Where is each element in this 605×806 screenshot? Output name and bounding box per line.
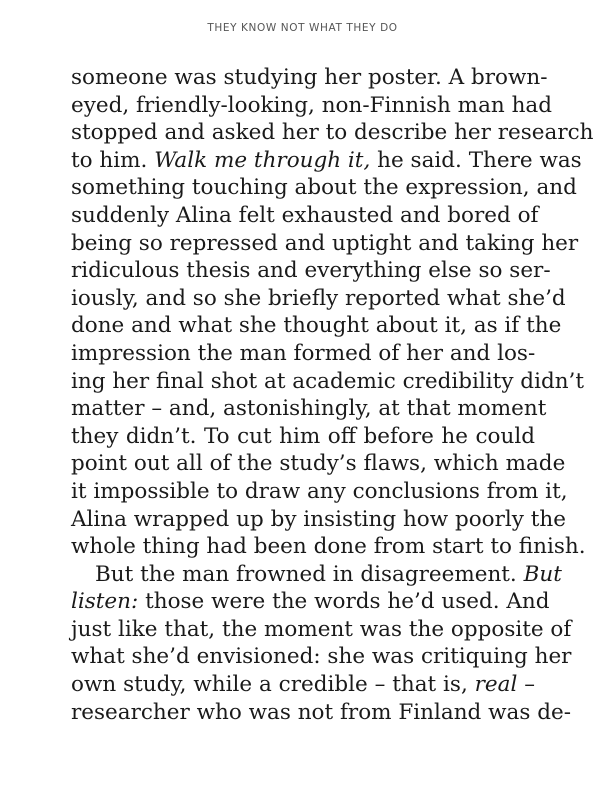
text-line: ing her final shot at academic credibility didn’t xyxy=(71,368,585,394)
text-line: whole thing had been done from start to finish. xyxy=(71,534,586,560)
text-line: stopped and asked her to describe her research xyxy=(71,120,594,146)
text-line: eyed, friendly-looking, non-Finnish man had xyxy=(71,92,552,118)
text-line: they didn’t. To cut him off before he could xyxy=(71,423,535,449)
text-line: being so repressed and uptight and taking her xyxy=(71,230,579,256)
text-line: impression the man formed of her and los- xyxy=(71,340,536,366)
text-line: own study, while a credible – that is, real – xyxy=(71,672,535,698)
paragraph xyxy=(71,561,572,727)
text-line: Alina wrapped up by insisting how poorly the xyxy=(71,506,566,532)
text-line: matter – and, astonishingly, at that moment xyxy=(71,396,547,422)
paragraph xyxy=(71,64,594,561)
italic-phrase: real xyxy=(474,672,518,698)
text-line: what she’d envisioned: she was critiquing her xyxy=(71,644,572,670)
text-line: ridiculous thesis and everything else so ser- xyxy=(71,258,551,284)
text-line: it impossible to draw any conclusions from it, xyxy=(71,478,568,504)
italic-phrase: Walk me through it, xyxy=(154,147,371,173)
text-line: done and what she thought about it, as if the xyxy=(71,313,562,339)
text-line: point out all of the study’s flaws, which made xyxy=(71,451,566,477)
text-line: just like that, the moment was the opposite of xyxy=(71,616,572,642)
text-line: something touching about the expression, and xyxy=(71,175,577,201)
text-line: iously, and so she briefly reported what she’d xyxy=(71,285,566,311)
running-header: THEY KNOW NOT WHAT THEY DO xyxy=(207,22,398,34)
text-line: someone was studying her poster. A brown- xyxy=(71,65,548,90)
italic-phrase: listen: xyxy=(71,589,139,615)
text-line: But the man frowned in disagreement. But xyxy=(95,561,562,587)
text-line: listen: those were the words he’d used. And xyxy=(71,589,550,615)
page-body xyxy=(71,64,594,726)
italic-phrase: But xyxy=(523,561,562,587)
text-line: researcher who was not from Finland was de- xyxy=(71,699,571,725)
text-line: to him. Walk me through it, he said. There was xyxy=(71,147,582,173)
text-line: suddenly Alina felt exhausted and bored of xyxy=(71,202,539,228)
